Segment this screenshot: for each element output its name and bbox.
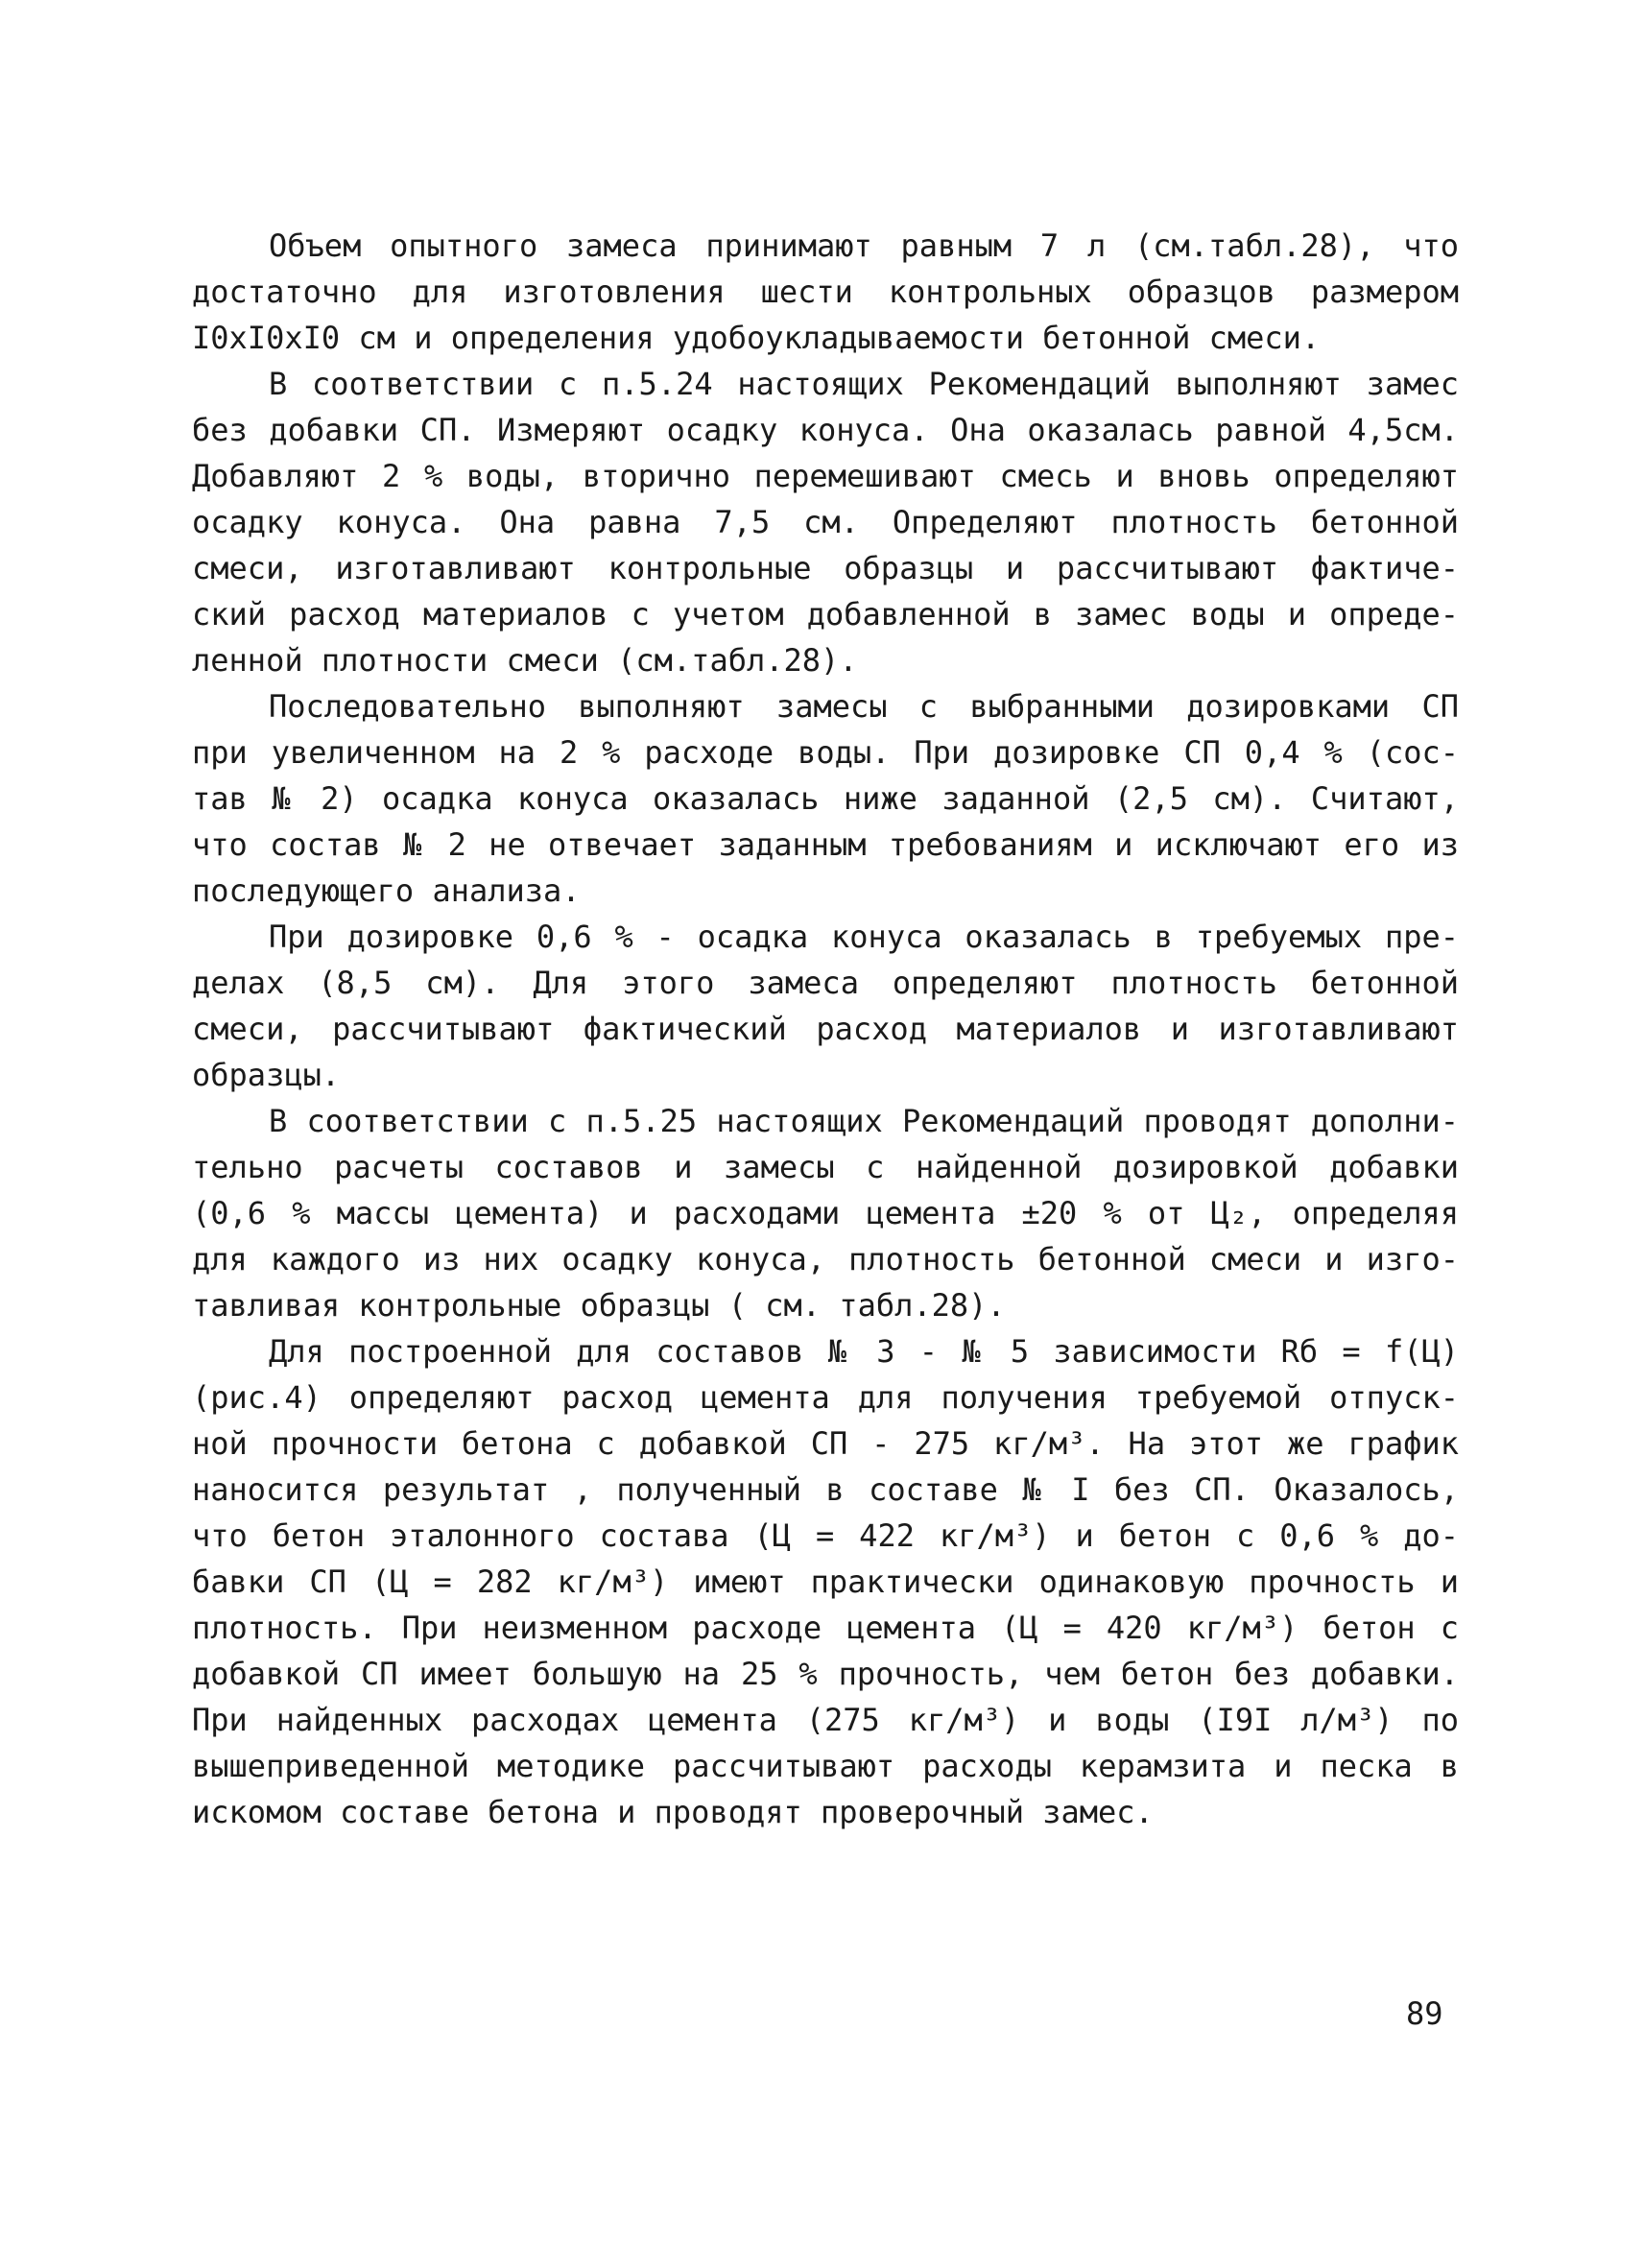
text-line: достаточно для изготовления шести контрольных образцов размером (192, 274, 1459, 310)
text-line: наносится результат , полученный в составе № I без СП. Оказалось, (192, 1471, 1459, 1508)
text-line: что состав № 2 не отвечает заданным требованиям и исключают его из (192, 826, 1459, 863)
text-line: для каждого из них осадку конуса, плотность бетонной смеси и изго- (192, 1241, 1459, 1277)
text-line: последующего анализа. (192, 872, 581, 909)
body-text (192, 223, 1459, 1835)
text-line: Объем опытного замеса принимают равным 7 л (см.табл.28), что (269, 227, 1459, 264)
text-line: смеси, рассчитывают фактический расход материалов и изготавливают (192, 1011, 1459, 1047)
text-line: что бетон эталонного состава (Ц = 422 кг/м³) и бетон с 0,6 % до- (192, 1517, 1459, 1554)
paragraph (192, 223, 1459, 361)
text-line: (рис.4) определяют расход цемента для получения требуемой отпуск- (192, 1379, 1459, 1416)
text-line: искомом составе бетона и проводят проверочный замес. (192, 1794, 1154, 1830)
text-line: без добавки СП. Измеряют осадку конуса. Она оказалась равной 4,5см. (192, 412, 1459, 448)
paragraph (192, 683, 1459, 914)
text-line: смеси, изготавливают контрольные образцы и рассчитывают фактиче- (192, 550, 1459, 586)
text-line: плотность. При неизменном расходе цемента (Ц = 420 кг/м³) бетон с (192, 1610, 1459, 1646)
paragraph (192, 1328, 1459, 1835)
text-line: Последовательно выполняют замесы с выбранными дозировками СП (269, 688, 1459, 725)
text-line: В соответствии с п.5.25 настоящих Рекомендаций проводят дополни- (269, 1103, 1459, 1139)
text-line: При дозировке 0,6 % - осадка конуса оказалась в требуемых пре- (269, 919, 1459, 955)
text-line: тав № 2) осадка конуса оказалась ниже заданной (2,5 см). Считают, (192, 780, 1459, 817)
text-line: тельно расчеты составов и замесы с найденной дозировкой добавки (192, 1149, 1459, 1185)
text-line: Для построенной для составов № 3 - № 5 зависимости Rб = f(Ц) (269, 1333, 1459, 1370)
text-line: при увеличенном на 2 % расходе воды. При дозировке СП 0,4 % (сос- (192, 734, 1459, 771)
paragraph (192, 361, 1459, 683)
text-line: вышеприведенной методике рассчитывают расходы керамзита и песка в (192, 1748, 1459, 1784)
text-line: Добавляют 2 % воды, вторично перемешивают смесь и вновь определяют (192, 458, 1459, 494)
text-line: делах (8,5 см). Для этого замеса определяют плотность бетонной (192, 965, 1459, 1001)
paragraph (192, 1098, 1459, 1328)
text-line: осадку конуса. Она равна 7,5 см. Определяют плотность бетонной (192, 504, 1459, 540)
text-line: образцы. (192, 1057, 341, 1093)
page-number: 89 (1406, 1995, 1443, 2032)
text-line: I0xI0xI0 см и определения удобоукладываемости бетонной смеси. (192, 320, 1321, 356)
text-line: (0,6 % массы цемента) и расходами цемента ±20 % от Ц₂, определяя (192, 1195, 1459, 1231)
text-line: ский расход материалов с учетом добавленной в замес воды и опреде- (192, 596, 1459, 633)
text-line: бавки СП (Ц = 282 кг/м³) имеют практически одинаковую прочность и (192, 1564, 1459, 1600)
text-line: добавкой СП имеет большую на 25 % прочность, чем бетон без добавки. (192, 1656, 1459, 1692)
paragraph (192, 914, 1459, 1098)
text-line: В соответствии с п.5.24 настоящих Рекомендаций выполняют замес (269, 366, 1459, 402)
text-line: ленной плотности смеси (см.табл.28). (192, 642, 858, 679)
text-line: тавливая контрольные образцы ( см. табл.28). (192, 1287, 1006, 1324)
text-line: ной прочности бетона с добавкой СП - 275 кг/м³. На этот же график (192, 1425, 1459, 1462)
text-line: При найденных расходах цемента (275 кг/м³) и воды (I9I л/м³) по (192, 1702, 1459, 1738)
